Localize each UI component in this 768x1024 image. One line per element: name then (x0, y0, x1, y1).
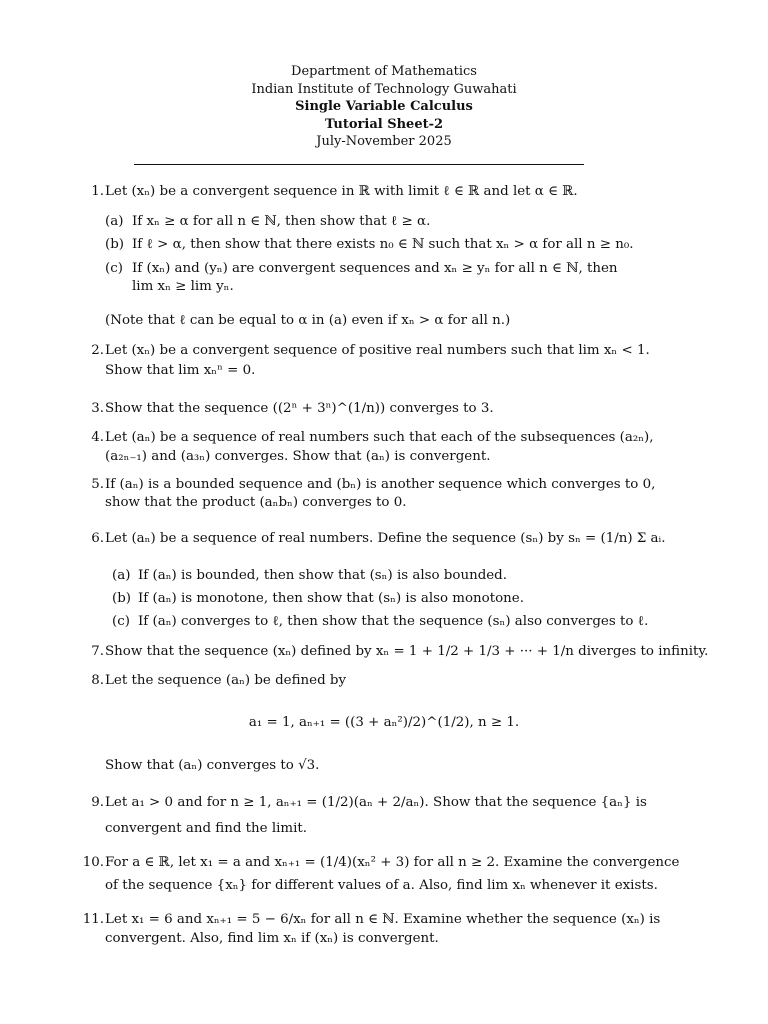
problem-number: 6. (91, 531, 104, 546)
problem-1-part-a: If xₙ ≥ α for all n ∈ ℕ, then show that ℓ ≥ α. (132, 214, 431, 229)
problem-6-stem: Let (aₙ) be a sequence of real numbers. Define the sequence (sₙ) by sₙ = (1/n) Σ aᵢ. (105, 531, 666, 546)
problem-1-note: (Note that ℓ can be equal to α in (a) even if xₙ > α for all n.) (105, 313, 511, 328)
problem-9-line1: Let a₁ > 0 and for n ≥ 1, aₙ₊₁ = (1/2)(aₙ + 2/aₙ). Show that the sequence {aₙ} is (105, 795, 647, 810)
problem-1-stem: Let (xₙ) be a convergent sequence in ℝ with limit ℓ ∈ ℝ and let α ∈ ℝ. (105, 184, 578, 199)
problem-4-line1: Let (aₙ) be a sequence of real numbers such that each of the subsequences (a₂ₙ), (105, 430, 654, 445)
problem-6-part-c: If (aₙ) converges to ℓ, then show that the sequence (sₙ) also converges to ℓ. (138, 614, 649, 629)
part-label-a: (a) (112, 568, 131, 583)
part-label-c: (c) (112, 614, 130, 629)
problem-3-line1: Show that the sequence ((2ⁿ + 3ⁿ)^(1/n)) converges to 3. (105, 401, 494, 416)
problem-5-line1: If (aₙ) is a bounded sequence and (bₙ) is another sequence which converges to 0, (105, 477, 656, 492)
problem-2-line2: Show that lim xₙⁿ = 0. (105, 363, 256, 378)
problem-8-line1: Let the sequence (aₙ) be defined by (105, 673, 347, 688)
problem-2-line1: Let (xₙ) be a convergent sequence of positive real numbers such that lim xₙ < 1. (105, 343, 650, 358)
problem-10-line1: For a ∈ ℝ, let x₁ = a and xₙ₊₁ = (1/4)(xₙ² + 3) for all n ≥ 2. Examine the convergence (105, 855, 680, 870)
problem-number: 4. (91, 430, 104, 445)
department-name: Department of Mathematics (291, 64, 477, 79)
problem-number: 9. (91, 795, 104, 810)
institute-name: Indian Institute of Technology Guwahati (251, 81, 517, 97)
problem-1-part-c-line1: If (xₙ) and (yₙ) are convergent sequences and xₙ ≥ yₙ for all n ∈ ℕ, then (132, 261, 618, 276)
problem-number: 8. (91, 673, 104, 688)
part-label-a: (a) (105, 214, 124, 229)
problem-4-line2: (a₂ₙ₋₁) and (a₃ₙ) converges. Show that (aₙ) is convergent. (105, 449, 491, 464)
term: July-November 2025 (316, 134, 452, 149)
problem-number: 3. (91, 401, 104, 416)
problem-6-part-b: If (aₙ) is monotone, then show that (sₙ) is also monotone. (138, 591, 524, 606)
problem-8-formula: a₁ = 1, aₙ₊₁ = ((3 + aₙ²)/2)^(1/2), n ≥ 1. (248, 715, 520, 730)
part-label-c: (c) (105, 261, 123, 276)
part-label-b: (b) (105, 237, 125, 252)
problem-number: 10. (82, 855, 104, 870)
problem-8-line2: Show that (aₙ) converges to √3. (105, 758, 320, 773)
problem-number: 7. (91, 644, 104, 659)
problem-10-line2: of the sequence {xₙ} for different values of a. Also, find lim xₙ whenever it exists. (105, 878, 658, 893)
problem-number: 1. (91, 184, 104, 199)
sheet-title: Tutorial Sheet-2 (324, 116, 444, 132)
problem-11-line2: convergent. Also, find lim xₙ if (xₙ) is convergent. (105, 931, 439, 946)
part-label-b: (b) (112, 591, 132, 606)
problem-1-part-c-line2: lim xₙ ≥ lim yₙ. (132, 279, 234, 294)
problem-number: 5. (91, 477, 104, 492)
course-title: Single Variable Calculus (295, 99, 473, 114)
problem-9-line2: convergent and find the limit. (105, 821, 308, 836)
problem-6-part-a: If (aₙ) is bounded, then show that (sₙ) is also bounded. (138, 568, 508, 583)
problem-7-line1: Show that the sequence (xₙ) defined by xₙ = 1 + 1/2 + 1/3 + ··· + 1/n diverges to infinity. (105, 644, 709, 659)
problem-5-line2: show that the product (aₙbₙ) converges to 0. (105, 495, 407, 510)
problem-number: 11. (82, 912, 104, 927)
problem-number: 2. (91, 343, 104, 358)
problem-11-line1: Let x₁ = 6 and xₙ₊₁ = 5 − 6/xₙ for all n ∈ ℕ. Examine whether the sequence (xₙ) is (105, 912, 661, 927)
problem-1-part-b: If ℓ > α, then show that there exists n₀ ∈ ℕ such that xₙ > α for all n ≥ n₀. (132, 237, 634, 252)
